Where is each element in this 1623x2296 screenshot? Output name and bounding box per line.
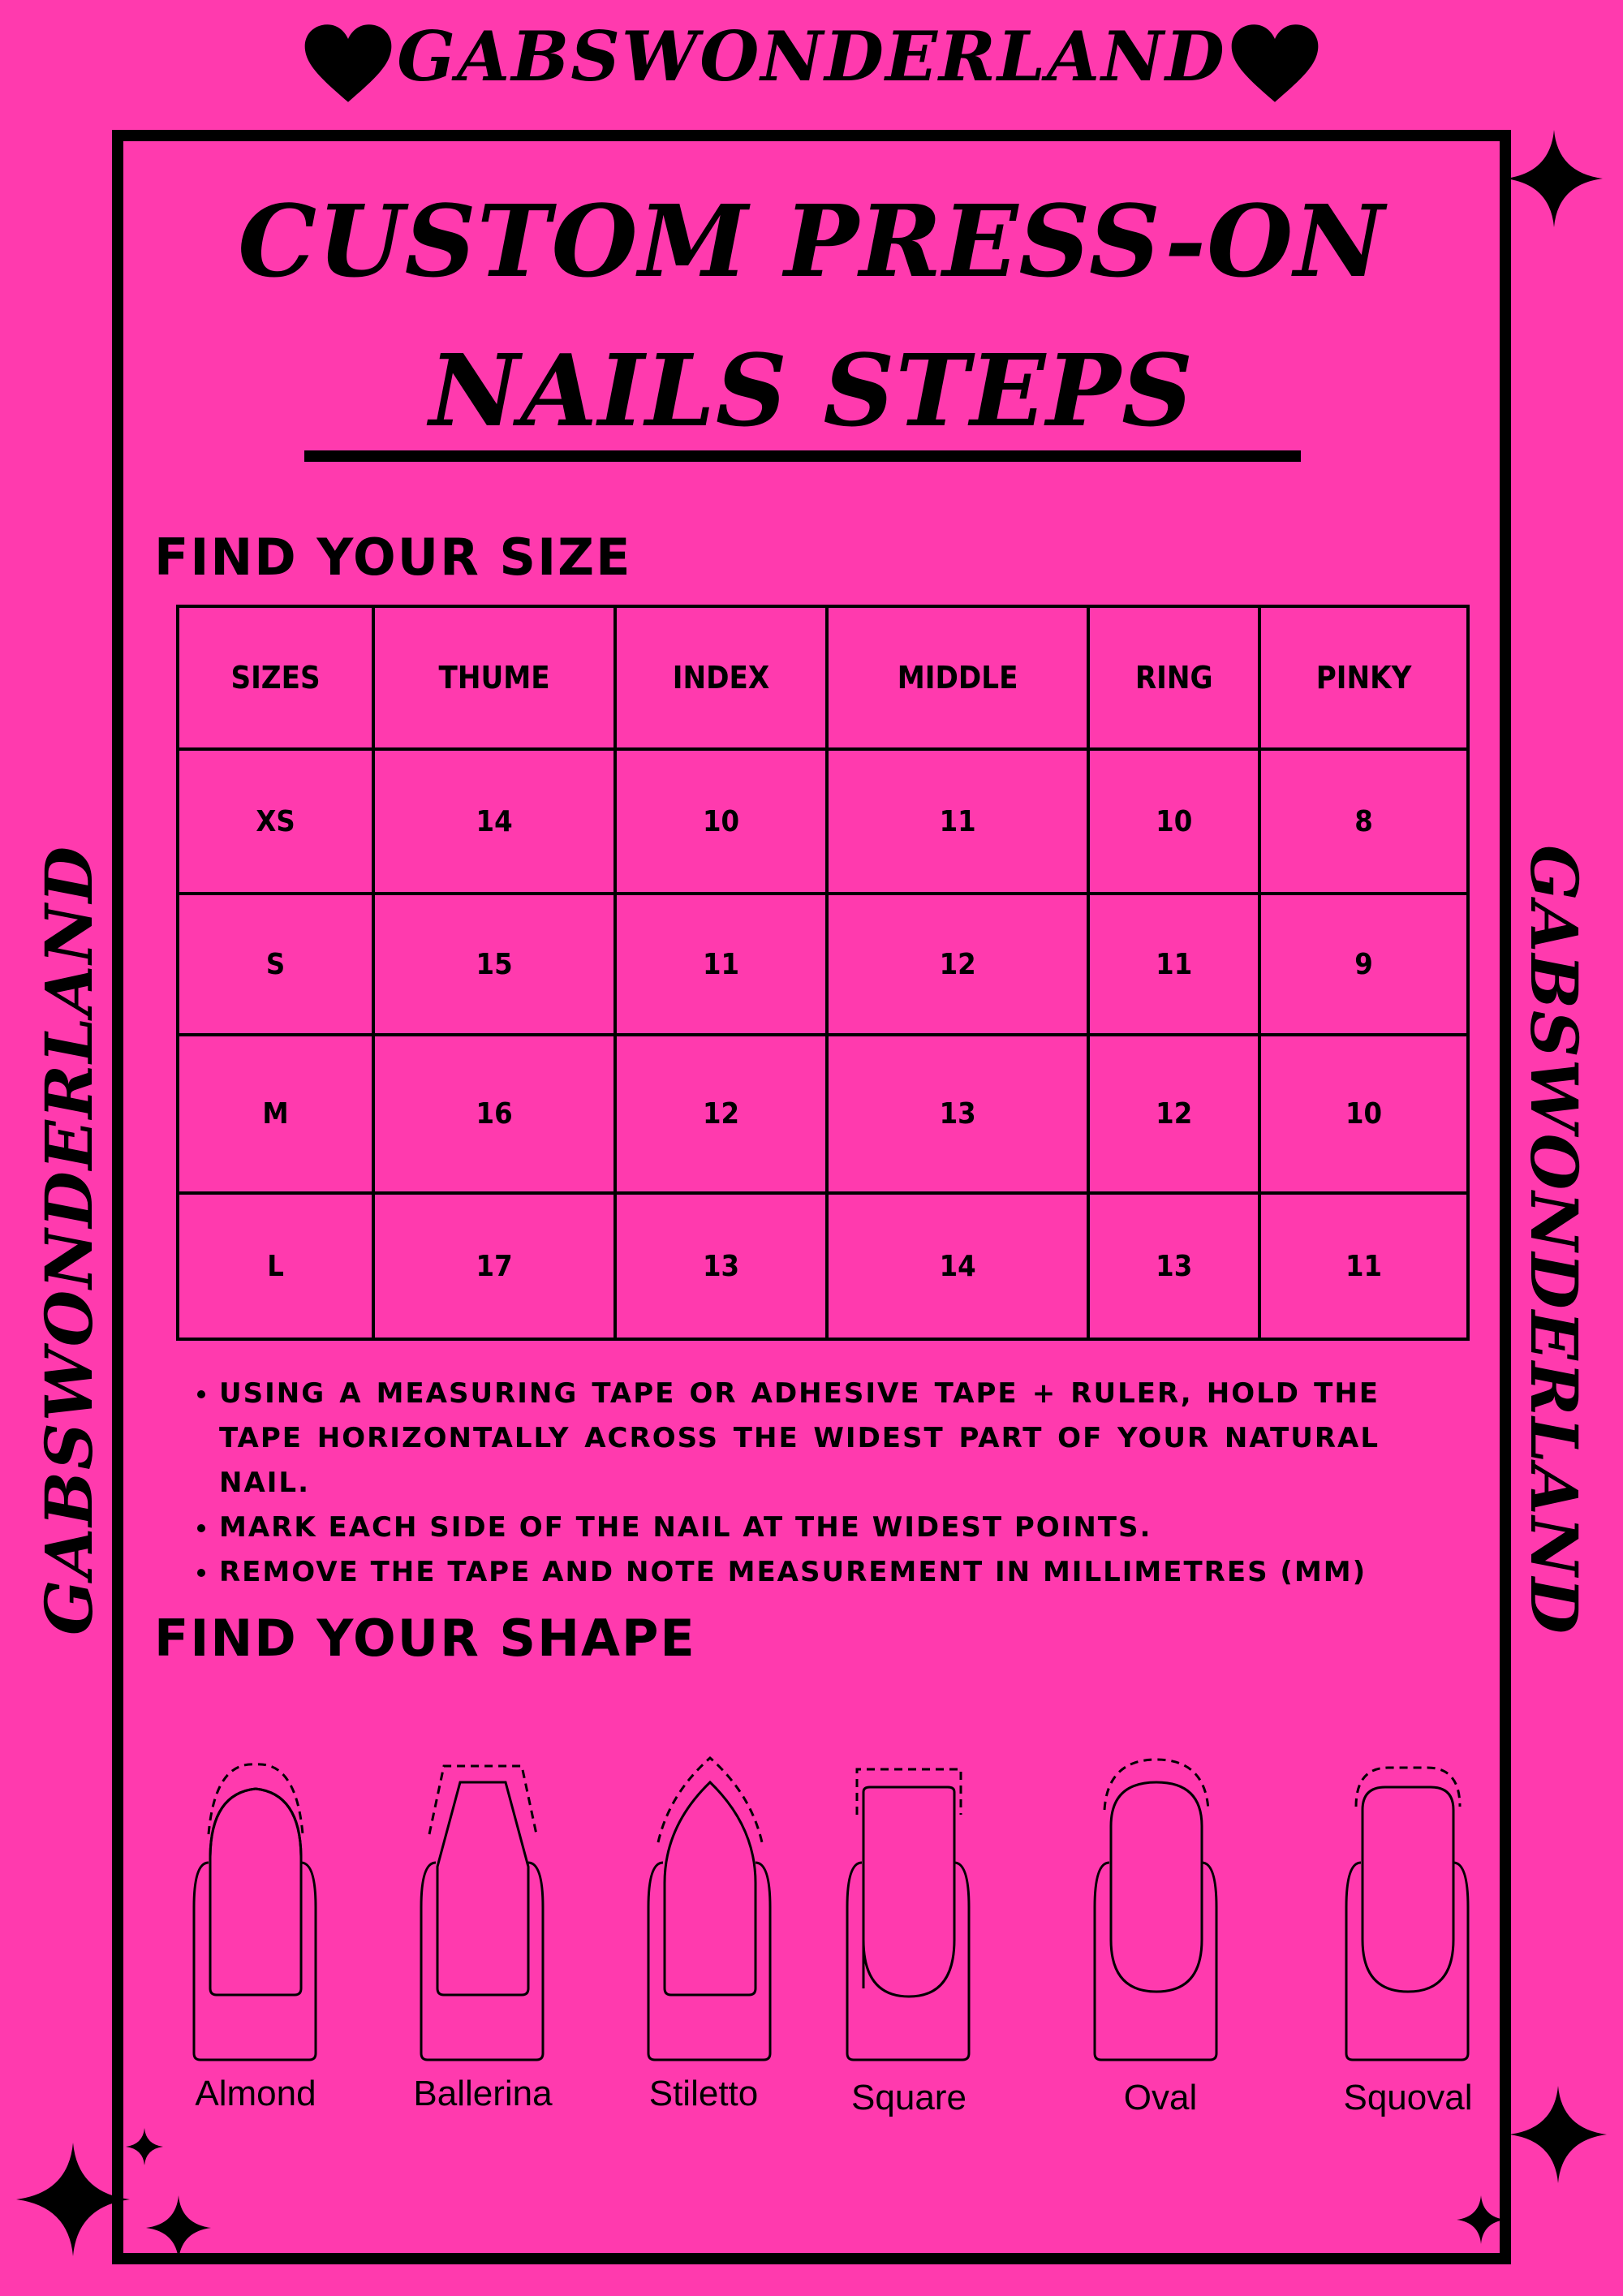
header-cell: INDEX <box>615 606 827 749</box>
table-cell: S <box>178 894 373 1035</box>
table-cell: 12 <box>827 894 1089 1035</box>
sparkle-icon <box>1457 2187 1505 2252</box>
sparkle-icon <box>16 2143 130 2256</box>
shape-label-stiletto: Stiletto <box>648 2074 759 2113</box>
shape-label-almond: Almond <box>195 2074 316 2113</box>
table-cell: 11 <box>615 894 827 1035</box>
brand-side-left: GABSWONDERLAND <box>31 844 107 1636</box>
oval-nail-illustration <box>1083 1745 1229 2070</box>
size-table <box>176 605 1470 1341</box>
title-line-1: CUSTOM PRESS-ON <box>238 183 1385 299</box>
table-row <box>178 894 1468 1035</box>
header-cell: RING <box>1088 606 1259 749</box>
table-cell: 10 <box>1259 1035 1468 1193</box>
table-cell: 13 <box>827 1035 1089 1193</box>
sparkle-icon <box>1509 2074 1607 2195</box>
table-row <box>178 749 1468 894</box>
table-cell: 13 <box>615 1193 827 1339</box>
header-cell: PINKY <box>1259 606 1468 749</box>
table-cell: 11 <box>1259 1193 1468 1339</box>
sparkle-icon <box>146 2191 211 2264</box>
table-cell: 15 <box>373 894 615 1035</box>
table-cell: 12 <box>1088 1035 1259 1193</box>
table-cell: XS <box>178 749 373 894</box>
header-cell: MIDDLE <box>827 606 1089 749</box>
shape-label-square: Square <box>851 2078 966 2117</box>
table-cell: 11 <box>827 749 1089 894</box>
instruction-item: • REMOVE THE TAPE AND NOTE MEASUREMENT IN MILLIMETRES (MM) <box>219 1550 1380 1595</box>
ballerina-nail-illustration <box>410 1745 556 2070</box>
table-cell: L <box>178 1193 373 1339</box>
table-cell: 10 <box>1088 749 1259 894</box>
table-cell: M <box>178 1035 373 1193</box>
header-cell: THUME <box>373 606 615 749</box>
shape-label-ballerina: Ballerina <box>413 2074 553 2113</box>
table-cell: 11 <box>1088 894 1259 1035</box>
title-underline <box>304 450 1301 462</box>
size-table-header-row <box>178 606 1468 749</box>
sparkle-icon <box>126 2126 163 2167</box>
table-cell: 13 <box>1088 1193 1259 1339</box>
table-row <box>178 1193 1468 1339</box>
heart-icon-right <box>1229 23 1320 104</box>
table-cell: 10 <box>615 749 827 894</box>
table-cell: 14 <box>373 749 615 894</box>
table-row <box>178 1035 1468 1193</box>
shape-label-squoval: Squoval <box>1343 2078 1473 2117</box>
title-line-2: NAILS STEPS <box>428 332 1195 449</box>
measure-instructions <box>187 1372 1380 1595</box>
instruction-item: • USING A MEASURING TAPE OR ADHESIVE TAPE + RULER, HOLD THE TAPE HORIZONTALLY ACROSS THE WIDEST PART OF YOUR NATURAL NAIL. <box>219 1372 1380 1506</box>
stiletto-nail-illustration <box>637 1745 783 2070</box>
squoval-nail-illustration <box>1335 1745 1481 2070</box>
sparkle-icon <box>1505 114 1603 243</box>
table-cell: 12 <box>615 1035 827 1193</box>
brand-side-right: GABSWONDERLAND <box>1516 844 1592 1636</box>
shape-section-heading: FIND YOUR SHAPE <box>154 1609 696 1668</box>
header-cell: SIZES <box>178 606 373 749</box>
page-title <box>195 166 1428 465</box>
table-cell: 9 <box>1259 894 1468 1035</box>
size-section-heading: FIND YOUR SIZE <box>154 528 632 587</box>
shape-label-oval: Oval <box>1123 2078 1198 2117</box>
instruction-item: • MARK EACH SIDE OF THE NAIL AT THE WIDEST POINTS. <box>219 1506 1380 1550</box>
table-cell: 17 <box>373 1193 615 1339</box>
brand-title-top: GABSWONDERLAND <box>397 16 1226 97</box>
almond-nail-illustration <box>183 1745 329 2070</box>
square-nail-illustration <box>836 1745 982 2070</box>
table-cell: 16 <box>373 1035 615 1193</box>
table-cell: 8 <box>1259 749 1468 894</box>
table-cell: 14 <box>827 1193 1089 1339</box>
